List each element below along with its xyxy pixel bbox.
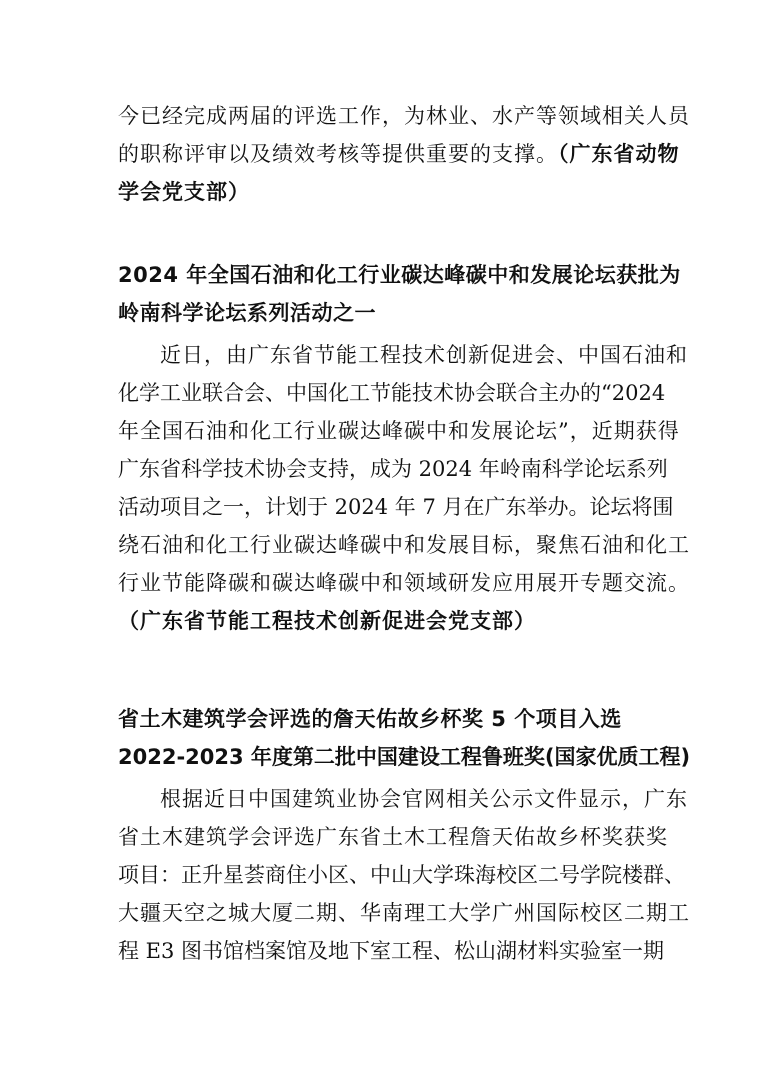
body-line: 活动项目之一，计划于 2024 年 7 月在广东举办。论坛将围: [118, 495, 674, 519]
body-line: 广东省科学技术协会支持，成为 2024 年岭南科学论坛系列: [118, 457, 668, 481]
body-line: 近日，由广东省节能工程技术创新促进会、中国石油和: [160, 343, 688, 367]
body-line: 今已经完成两届的评选工作，为林业、水产等领域相关人员: [118, 104, 690, 128]
body-line: 年全国石油和化工行业碳达峰碳中和发展论坛”，近期获得: [118, 419, 680, 443]
body-text: 的职称评审以及绩效考核等提供重要的支撑。: [118, 142, 558, 166]
source-attribution-line: 学会党支部）: [118, 180, 250, 204]
article-title: [118, 256, 681, 332]
body-line: 大疆天空之城大厦二期、华南理工大学广州国际校区二期工: [118, 901, 690, 925]
article-body: [118, 780, 690, 970]
source-attribution: （广东省节能工程技术创新促进会党支部）: [118, 609, 536, 633]
previous-article-tail: [118, 97, 690, 211]
body-line: 绕石油和化工行业碳达峰碳中和发展目标，聚焦石油和化工: [118, 533, 690, 557]
title-line: 2022-2023 年度第二批中国建设工程鲁班奖(国家优质工程): [118, 745, 691, 769]
title-line: 2024 年全国石油和化工行业碳达峰碳中和发展论坛获批为: [118, 263, 681, 287]
body-line: 化学工业联合会、中国化工节能技术协会联合主办的“2024: [118, 381, 666, 405]
title-line: 省土木建筑学会评选的詹天佑故乡杯奖 5 个项目入选: [118, 707, 622, 731]
article-title: [118, 700, 691, 776]
body-line: 根据近日中国建筑业协会官网相关公示文件显示，广东: [160, 787, 688, 811]
title-line: 岭南科学论坛系列活动之一: [118, 301, 376, 325]
body-line: [118, 135, 680, 173]
body-line: 省土木建筑学会评选广东省土木工程詹天佑故乡杯奖获奖: [118, 825, 668, 849]
body-line: 项目：正升星荟商住小区、中山大学珠海校区二号学院楼群、: [118, 863, 685, 887]
source-attribution: （广东省动物: [558, 142, 680, 166]
body-line: 行业节能降碳和碳达峰碳中和领域研发应用展开专题交流。: [118, 571, 690, 595]
article-body: [118, 336, 690, 640]
body-line: 程 E3 图书馆档案馆及地下室工程、松山湖材料实验室一期: [118, 939, 665, 963]
